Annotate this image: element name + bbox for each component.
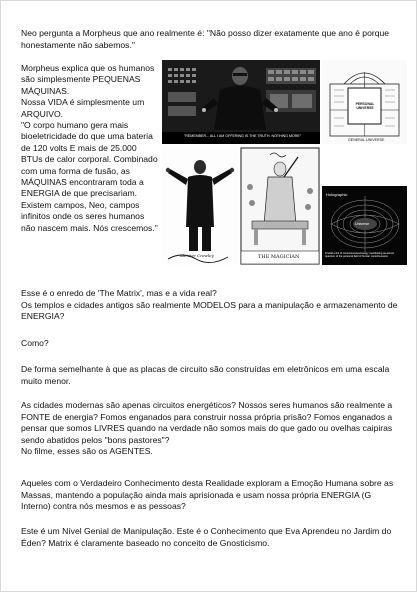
matrix-caption: "REMEMBER... ALL I AM OFFERING IS THE TRUTH. NOTHING MORE" [184, 134, 302, 138]
torus-center-label: Universe [355, 222, 370, 226]
diagram-label: PERSONAL UNIVERSE [355, 102, 375, 110]
matrix-morpheus-image [162, 60, 320, 144]
magician-tarot-card [240, 147, 320, 265]
p1-line-1: Esse é o enredo de 'The Matrix', mas e a vida real? [21, 288, 217, 298]
holographic-torus-image [322, 186, 407, 265]
p3-line-1: De forma semelhante à que as placas de circuito são construídas em eletrônicos em uma escala muito menor. [21, 364, 390, 386]
p2-line-1: Como? [21, 338, 49, 348]
body-paragraph-5 [21, 478, 401, 513]
body-paragraph-1 [21, 288, 401, 323]
diagram-caption: GENERAL UNIVERSE [348, 138, 385, 142]
p1-line-2: Os templos e cidades antigos são realmente MODELOS para a manipulação e armazenamento de ENERGIA? [21, 299, 398, 322]
torus-label: Holographic [326, 192, 348, 197]
body-paragraph-3 [21, 364, 401, 387]
p5-line-1: Aqueles com o Verdadeiro Conhecimento desta Realidade exploram a Emoção Humana sobre as Massas, mantendo a população ainda mais aprisionada e usam nossa própria ENERGIA (G Interno) contra nós mesmos e as pessoas? [21, 478, 394, 512]
left-line-1: Morpheus explica que os humanos são simplesmente PEQUENAS MÁQUINAS. [21, 63, 155, 96]
universe-diagram-image [322, 60, 407, 144]
p4-line-1: As cidades modernas são apenas circuitos energéticos? Nossos seres humanos são realmente a FONTE de energia? Fomos enganados para construir nossa própria prisão? Fomos enganados a pensar que somos LIVRES quando na verdade não somos mais do que gado ou ovelhas caipiras sendo abatidos pelos "bons pastores"? [21, 400, 393, 445]
left-column-text [21, 63, 159, 234]
intro-paragraph: Neo pergunta a Morpheus que ano realmente é: "Não posso dizer exatamente que ano é porque honestamente não sabemos." [21, 28, 390, 50]
body-paragraph-6 [21, 526, 401, 549]
crowley-photo [162, 147, 238, 265]
torus-caption: Fractal units of consciousness/energy manifesting as atomic quantum of the personal field of human consciousness [325, 252, 395, 259]
left-line-2: Nossa VIDA é simplesmente um ARQUIVO. [21, 97, 145, 119]
body-paragraph-4 [21, 400, 401, 458]
image-collage [162, 60, 407, 265]
p4-line-2: No filme, esses são os AGENTES. [21, 446, 153, 457]
left-quote: "O corpo humano gera mais bioeletricidade do que uma bateria de 120 volts E mais de 25.000 BTUs de calor corporal. Combinado com uma forma de fusão, as MÁQUINAS encontraram toda a ENERGIA de que precisariam. Existem campos, Neo, campos infinitos onde os seres humanos não nascem mais. Nós crescemos." [21, 120, 158, 233]
crowley-signature: Aleister Crowley [180, 253, 214, 258]
body-paragraph-2 [21, 338, 401, 350]
p6-line-1: Este é um Nível Genial de Manipulação. Este é o Conhecimento que Eva Aprendeu no Jardim do Éden? Matrix é claramente baseado no conceito de Gnosticismo. [21, 526, 392, 548]
tarot-title: THE MAGICIAN [258, 254, 300, 260]
